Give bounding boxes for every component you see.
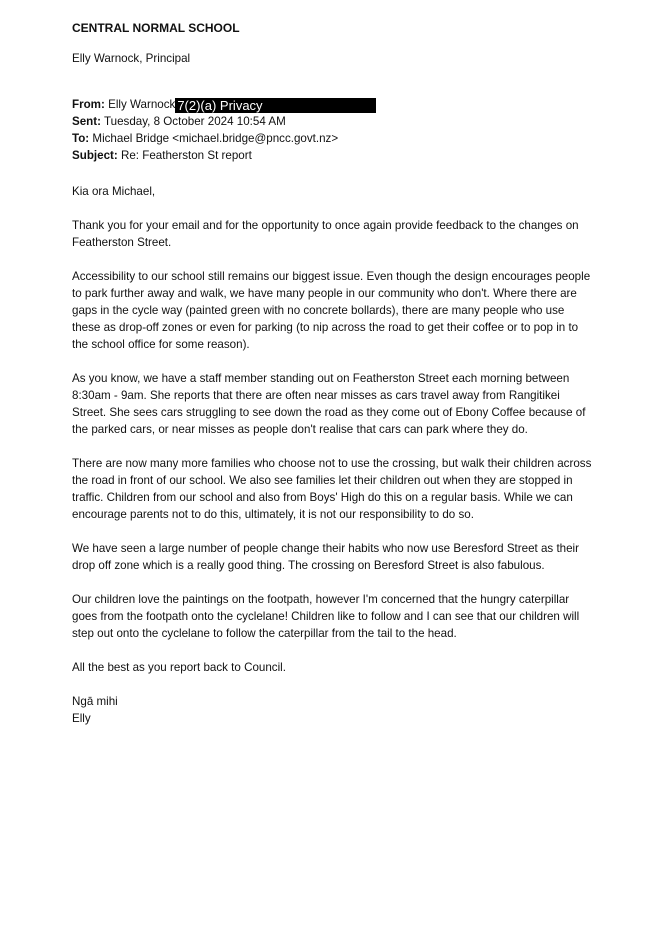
signoff	[72, 693, 592, 727]
to-row	[72, 130, 592, 147]
subject-label: Subject:	[72, 149, 118, 162]
body-paragraph: Our children love the paintings on the footpath, however I'm concerned that the hungry caterpillar goes from the footpath onto the cyclelane! Children like to follow and I can see that our children will step out onto the cyclelane to follow the caterpillar from the tail to the head.	[72, 593, 580, 640]
email-headers	[72, 96, 592, 164]
to-label: To:	[72, 132, 90, 145]
school-name: CENTRAL NORMAL SCHOOL	[72, 21, 240, 35]
sent-label: Sent:	[72, 115, 101, 128]
from-row	[72, 96, 592, 113]
privacy-redaction: 7(2)(a) Privacy	[175, 98, 376, 113]
sent-row	[72, 113, 592, 130]
sent-value: Tuesday, 8 October 2024 10:54 AM	[104, 115, 286, 128]
from-label: From:	[72, 98, 105, 111]
closing: Ngā mihi	[72, 695, 118, 708]
subject-row	[72, 147, 592, 164]
greeting: Kia ora Michael,	[72, 185, 156, 198]
principal-name: Elly Warnock, Principal	[72, 52, 191, 65]
subject-value: Re: Featherston St report	[120, 149, 252, 162]
letter-page	[72, 20, 592, 727]
body-paragraph: All the best as you report back to Council.	[72, 661, 286, 674]
body-paragraph: Thank you for your email and for the opportunity to once again provide feedback to the changes on Featherston Street.	[72, 219, 579, 249]
body-paragraph: There are now many more families who choose not to use the crossing, but walk their children across the road in front of our school. We also see families let their children out when they are stopped in traffic. Children from our school and also from Boys' High do this on a regular basis. While we can encourage parents not to do this, ultimately, it is not our responsibility to do so.	[72, 457, 592, 521]
body-paragraph: As you know, we have a staff member standing out on Featherston Street each morning between 8:30am - 9am. She reports that there are often near misses as cars travel away from Rangitikei Street. She sees cars struggling to see down the road as they come out of Ebony Coffee because of the parked cars, or near misses as people don't realise that cars can park where they do.	[72, 372, 586, 436]
body-paragraph: We have seen a large number of people change their habits who now use Beresford Street as their drop off zone which is a really good thing. The crossing on Beresford Street is also fabulous.	[72, 542, 579, 572]
to-value: Michael Bridge <michael.bridge@pncc.govt.nz>	[92, 132, 339, 145]
signature: Elly	[72, 712, 91, 725]
from-value: Elly Warnock	[108, 98, 176, 111]
body-paragraph: Accessibility to our school still remains our biggest issue. Even though the design encourages people to park further away and walk, we have many people in our community who don't. Where there are gaps in the cycle way (painted green with no concrete bollards), there are many people who use these as drop-off zones or even for parking (to nip across the road to get their coffee or to pop in to the school office for some reason).	[72, 270, 591, 351]
